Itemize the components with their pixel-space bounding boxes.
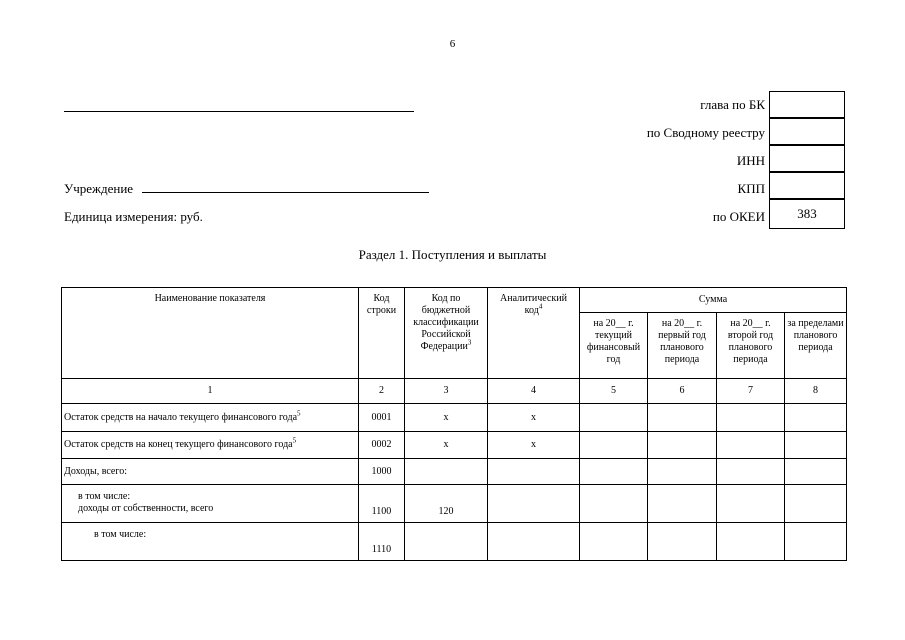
- row-value-cell: [717, 404, 785, 432]
- row-analytic-code: х: [488, 432, 580, 459]
- col-number: 8: [785, 379, 847, 404]
- row-code: 1000: [359, 459, 405, 485]
- row-value-cell: [648, 432, 717, 459]
- row-value-cell: [580, 432, 648, 459]
- budget-chapter-box: [769, 91, 845, 118]
- header-analytic-code: Аналитический код$^4$: [488, 288, 580, 379]
- row-code: 0002: [359, 432, 405, 459]
- kpp-box: [769, 172, 845, 199]
- consolidated-registry-box: [769, 118, 845, 145]
- header-indicator-name: Наименование показателя: [62, 288, 359, 379]
- table-row: [62, 404, 847, 432]
- row-value-cell: [580, 404, 648, 432]
- row-value-cell: [785, 523, 847, 561]
- header-sum-beyond-plan: за пределами планового периода: [785, 313, 847, 379]
- consolidated-registry-label: по Сводному реестру: [646, 125, 765, 140]
- institution-line: [142, 192, 429, 193]
- row-value-cell: [648, 485, 717, 523]
- organization-name-line: [64, 111, 414, 112]
- row-value-cell: [785, 485, 847, 523]
- receipts-payments-table: [61, 287, 847, 561]
- header-sum-second-plan-year: на 20__ г. второй год планового периода: [717, 313, 785, 379]
- row-value-cell: [717, 459, 785, 485]
- header-sum-first-plan-year: на 20__ г. первый год планового периода: [648, 313, 717, 379]
- unit-label: Единица измерения: руб.: [64, 209, 203, 224]
- row-value-cell: [580, 459, 648, 485]
- row-budget-code: [405, 523, 488, 561]
- row-analytic-code: х: [488, 404, 580, 432]
- row-value-cell: [717, 523, 785, 561]
- row-name: в том числе: доходы от собственности, всего: [62, 485, 359, 523]
- row-analytic-code: [488, 459, 580, 485]
- row-name: Остаток средств на конец текущего финансового года$^5$: [62, 432, 359, 459]
- row-value-cell: [648, 523, 717, 561]
- inn-label: ИНН: [736, 153, 765, 168]
- row-budget-code: [405, 459, 488, 485]
- col-number: 7: [717, 379, 785, 404]
- table-row: [62, 459, 847, 485]
- row-budget-code: х: [405, 432, 488, 459]
- table-row: [62, 432, 847, 459]
- header-line-code: Код строки: [359, 288, 405, 379]
- row-value-cell: [717, 485, 785, 523]
- section-title: Раздел 1. Поступления и выплаты: [358, 247, 547, 262]
- okei-box: 383: [769, 199, 845, 229]
- budget-chapter-label: глава по БК: [700, 97, 765, 112]
- row-value-cell: [648, 404, 717, 432]
- row-value-cell: [580, 485, 648, 523]
- row-value-cell: [785, 432, 847, 459]
- col-number: 3: [405, 379, 488, 404]
- row-value-cell: [717, 432, 785, 459]
- row-name: Доходы, всего:: [62, 459, 359, 485]
- col-number: 6: [648, 379, 717, 404]
- col-number: 2: [359, 379, 405, 404]
- row-value-cell: [580, 523, 648, 561]
- inn-box: [769, 145, 845, 172]
- row-value-cell: [648, 459, 717, 485]
- row-budget-code: х: [405, 404, 488, 432]
- column-numbers-row: [62, 379, 847, 404]
- row-name: в том числе:: [62, 523, 359, 561]
- col-number: 5: [580, 379, 648, 404]
- row-value-cell: [785, 459, 847, 485]
- table-row: [62, 523, 847, 561]
- row-analytic-code: [488, 485, 580, 523]
- header-sum: Сумма: [580, 288, 847, 313]
- kpp-label: КПП: [737, 181, 765, 196]
- header-sum-current-year: на 20__ г. текущий финансовый год: [580, 313, 648, 379]
- row-value-cell: [785, 404, 847, 432]
- col-number: 4: [488, 379, 580, 404]
- okei-label: по ОКЕИ: [712, 209, 765, 224]
- row-budget-code: 120: [405, 485, 488, 523]
- row-analytic-code: [488, 523, 580, 561]
- table-row: [62, 485, 847, 523]
- row-code: 1110: [359, 523, 405, 561]
- header-budget-code: Код по бюджетной классификации Российской Федерации$^3$: [405, 288, 488, 379]
- row-code: 1100: [359, 485, 405, 523]
- row-name: Остаток средств на начало текущего финансового года$^5$: [62, 404, 359, 432]
- institution-label: Учреждение: [64, 181, 134, 196]
- page-number: 6: [449, 38, 456, 50]
- row-code: 0001: [359, 404, 405, 432]
- col-number: 1: [62, 379, 359, 404]
